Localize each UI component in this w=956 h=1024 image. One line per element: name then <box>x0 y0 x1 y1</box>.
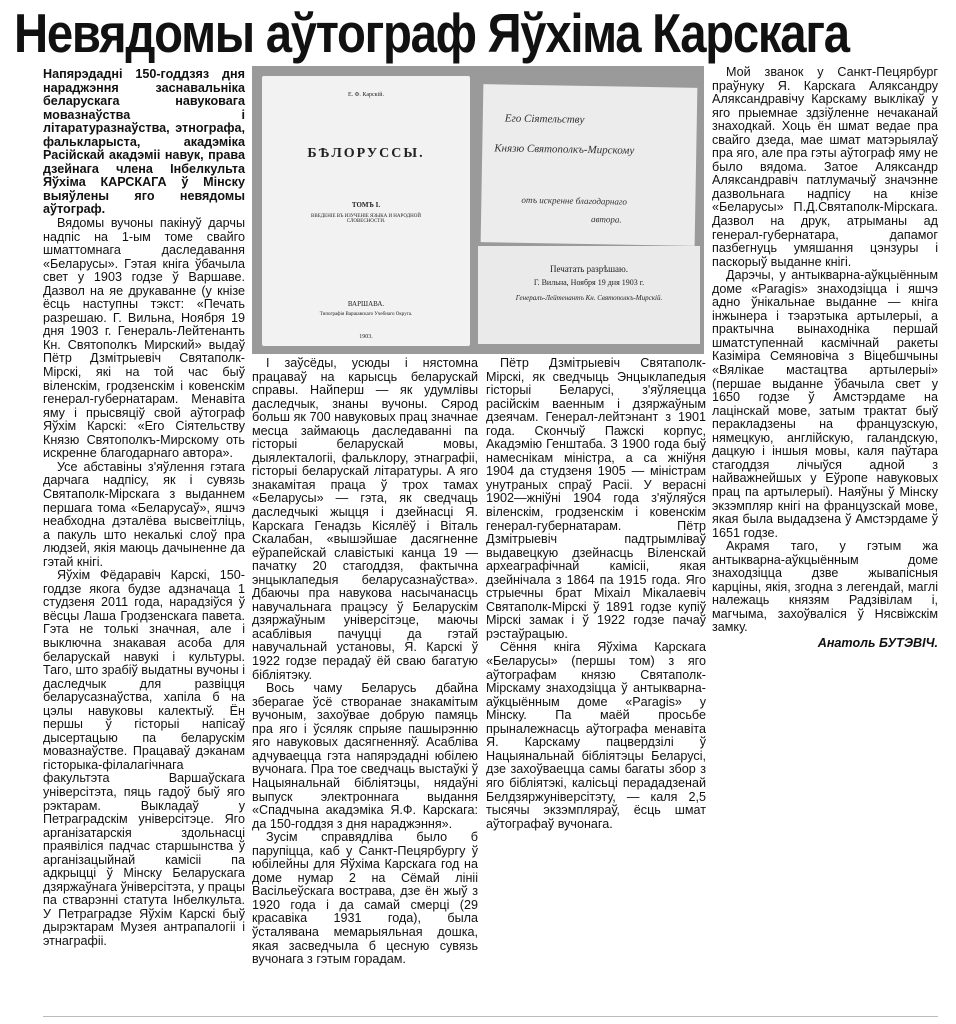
inscription-page <box>481 84 698 246</box>
inscription-line-4: автора. <box>590 214 622 225</box>
paragraph: Сёння кніга Яўхіма Карскага «Беларусы» (першы том) з яго аўтографам князю Святаполк-Мірскаму знаходзіцца ў антыкварна-аўкцыённым доме «Paragis» у Мінску. Па маёй просьбе прыналежнасць аўтографа менавіта Я. Карскаму пацвердзілі ў Нацыянальнай бібліятэцы Беларусі, дзе захоўваецца самы багаты збор з яго бібліятэкі, калісьці перададзенай Белдзяржуніверсітэту, — каля 2,5 тысячы экзэмпляраў, ёсць шмат аўтографаў вучонага. <box>486 640 706 831</box>
slip-line-2: Г. Вильна, Ноября 19 дня 1903 г. <box>533 278 645 287</box>
article-column-1 <box>43 68 245 1010</box>
book-photo <box>252 66 704 354</box>
book-year: 1903. <box>359 334 373 340</box>
book-subtitle: ВВЕДЕНІЕ ВЪ ИЗУЧЕНІЕ ЯЗЫКА И НАРОДНОЙ СЛОВЕСНОСТИ. <box>311 214 421 224</box>
article-column-3 <box>486 357 706 1012</box>
book-volume: ТОМЪ I. <box>351 201 381 209</box>
article-lead: Напярэдадні 150-годдзяз дня нараджэння заснавальніка беларускага навуковага мовазнаўства і літаратуразнаўства, этнографа, фалькларыста, акадэміка Расійскай акадэміі навук, права дзейнага члена Інбелкульта Яўхіма КАРСКАГА ў Мінску выяўлены яго невядомы аўтограф. <box>43 67 245 217</box>
paragraph: І заўсёды, усюды і нястомна працаваў на карысць беларускай справы. Найперш — як удумлівы даследчык, знаны вучоны. Сярод больш як 700 навуковых прац значнае месца займаюць даследаванні па гісторыі беларускай мовы, дыялекталогіі, фальклору, этнаграфіі, гісторыі беларускай літаратуры. А яго знакамітая праца ў трох тамах «Беларусы» — гэта, як сведчаць даследчыкі жыцця і дзейнасці Я. Карскага Генадзь Кісялёў і Віталь Скалабан, «вышэйшае дасягненне еўрапейскай славістыкі канца 19 — пачатку 20 стагоддзя, фактычна энцыклапедыя беларусазнаўства». Дбаючы пра навукова насычанасць навучальнага працэсу ў Беларускім дзяржаўным універсітэце, маючы асаблівыя пачуцці да гэтай навучальнай установы, Я. Карскі ў 1922 годзе перадаў ёй сваю багатую бібліятэку. <box>252 356 478 682</box>
paragraph: Пётр Дзмітрыевіч Святаполк-Мірскі, як сведчыць Энцыклапедыя гісторыі Беларусі, з'яўляецца расійскім ваенным і дзяржаўным дзеячам. Генерал-лейтэнант з 1901 года. Скончыў Пажскі корпус, Акадэмію Генштаба. З 1900 года быў намеснікам міністра, а са жніўня 1904 да студзеня 1905 — міністрам унутраных спраў Расіі. У верасні 1902—жніўні 1904 года з'яўляўся віленскім, гродзенскім і ковенскім генерал-губернатарам. Пётр Дзмітрыевіч падтрымліваў выдавецкую дзейнасць Віленскай археаграфічнай камісіі, якая дзейнічала з 1864 па 1915 года. Яго стрыечны брат Міхаіл Мікалаевіч Святаполк-Мірскі ў 1891 годзе купіў Мірскі замак і ў 1922 годзе пачаў рэстаўрацыю. <box>486 356 706 641</box>
inscription-line-2: Князю Святополкъ-Мирскому <box>494 142 635 157</box>
book-city: ВАРШАВА. <box>347 300 385 308</box>
book-title-page <box>262 76 470 346</box>
paragraph: Усе абставіны з'яўлення гэтага дарчага надпісу, як і сувязь Святаполк-Мірскага з выданнем першага тома «Беларусаў», яшчэ неабходна дэталёва высвеітліць, а пакуль што некалькі слоў пра людзей, якія маюць дачыненне да гэтай кнігі. <box>43 459 245 569</box>
paragraph: Дарэчы, у антыкварна-аўкцыённым доме «Paragis» знаходзіцца і яшчэ адно ўнікальнае выданне — кніга інжынера і тэарэтыка артылерыі, а практычна вынаходніка першай шматступеннай касмічнай ракеты Казіміра Семяновіча з Віцебшчыны «Вялікае мастацтва артылерыі» (першае выданне ўбачыла свет у 1650 годзе ў Амстэрдаме на лацінскай мове, затым трактат быў перакладзены на французскую, нямецкую, англійскую, галандскую, дацкую і іншыя мовы, каля паўтара стагоддзя лічыўся адной з найважнейшых у Еўропе навуковых прац па артылерыі). Наяўны ў Мінску экзэмпляр кнігі на французскай мове, якая была выдадзена ў Амстэрдаме ў 1651 годзе. <box>712 268 938 540</box>
paragraph: Акрамя таго, у гэтым жа антыкварна-аўкцыённым доме знаходзіцца дзве жывапісныя карціны, якія, згодна з легендай, маглі належаць князям Радзівілам і, магчыма, захоўваліся ў Нясвіжскім замку. <box>712 539 938 635</box>
slip-line-1: Печатать разрѣшаю. <box>550 264 628 274</box>
slip-line-3: Генералъ-Лейтенантъ Кн. Святополкъ-Мирскій. <box>515 294 663 302</box>
paragraph: Вось чаму Беларусь дбайна зберагае ўсё створанае знакамітым вучоным, захоўвае добрую памяць пра яго і ўсяляк спрыяе пашырэнню яго навуковых дасягненняў. Асабліва адчуваецца гэта напярэдадні юбілею вучонага. Пра тое сведчаць выстаўкі ў Нацыянальнай бібліятэцы, нядаўні выпуск электроннага выдання «Спадчына акадэміка Я.Ф. Карскага: да 150-годдзя з дня нараджэння». <box>252 681 478 831</box>
permission-slip <box>478 246 700 344</box>
inscription-line-1: Его Сіятельству <box>504 112 585 126</box>
book-printer: Типографія Варшавскаго Учебнаго Округа. <box>319 312 413 317</box>
bottom-divider <box>43 1016 938 1017</box>
author-signature: Анатоль БУТЭВІЧ. <box>817 635 938 650</box>
paragraph: Зусім справядліва было б парупіцца, каб у Санкт-Пецярбургу ў юбілейны для Яўхіма Карскага год на доме нумар 2 на Сёмай лініі Васільеўскага вострава, дзе ён жыў з 1920 года і да самай смерці (29 красавіка 1931 года), была ўсталявана мемарыяльная дошка, якая засведчыла б цесную сувязь вучонага з гэтым горадам. <box>252 830 478 967</box>
paragraph: Вядомы вучоны пакінуў дарчы надпіс на 1-ым томе свайго шматтомнага даследавання «Беларусы». Гэтая кніга ўбачыла свет у 1903 годзе ў Варшаве. Дазвол на яе друкаванне (у кнізе ёсць наступны тэкст: «Печать разрешаю. Г. Вильна, Ноября 19 дня 1903 г. Генераль-Лейтенанть Кн. Святополкъ Мирский» выдаў Пётр Дзмітрыевіч Святаполк-Мірскі, які на той час быў віленскім, гродзенскім і ковенскім генерал-губернатарам. Менавіта яму і прысвяціў свой аўтограф Яўхім Карскі: «Его Сіятельству Князю Святополкъ-Мирскому оть искренне благодарнаго автора». <box>43 216 245 461</box>
book-author: Е. Ф. Карскій. <box>348 92 384 98</box>
inscription-line-3: отъ искренне благодарнаго <box>521 194 628 207</box>
paragraph: Мой званок у Санкт-Пецярбург праўнуку Я. Карскага Аляксандру Аляксандравічу Карскаму выклікаў у яго прыемнае здзіўленне нечаканай знаходкай. Хоць ён шмат ведае пра свайго дзеда, мае шмат матэрыялаў пра яго, але пра гэты аўтограф яму не было вядома. Затое Аляксандр Аляксандравіч патлумачыў значэнне дазвольнага надпісу на кнізе «Беларусы» П.Д.Святаполк-Мірскага. Дазвол на друк, атрыманы ад генерал-губернатара, дапамог пазбегнуць умяшання цэнзуры і паскорыў выданне кнігі. <box>712 65 938 269</box>
headline: Невядомы аўтограф Яўхіма Карскага <box>14 2 849 64</box>
article-column-2 <box>252 357 478 1012</box>
paragraph: Яўхім Фёдаравіч Карскі, 150-годдзе якога будзе адзначаца 1 студзеня 2011 года, нарадзіўся ў вёсцы Лаша Гродзенскага павета. Гэта не толькі значная, але і выключна знакавая асоба для беларускай навукі і культуры. Таго, што зрабіў выдатны вучоны і даследчык для развіцця беларусазнаўства, хапіла б на цэлы навуковы калектыў. Ён першы ў гісторыі напісаў дысертацыю па беларускім мовазнаўстве. Працаваў дэканам гісторыка-філалагічнага факультэта Варшаўскага універсітэта, пяць гадоў быў яго рэктарам. Выкладаў у Петраградскім універсітэце. Яго арганізатарскія здольнасці праявіліся падчас старшынства ў арганізацыйнай камісіі па адкрыцці ў Мінску Беларускага дзяржаўнага ўніверсітэта, у працы па стварэнні статута Інбелкульта. У Петраградзе Яўхім Карскі быў дырэктарам Музея антрапалогіі і этнаграфіі. <box>43 568 245 948</box>
article-column-4 <box>712 66 938 756</box>
book-title: БѢЛОРУССЫ. <box>307 146 425 161</box>
